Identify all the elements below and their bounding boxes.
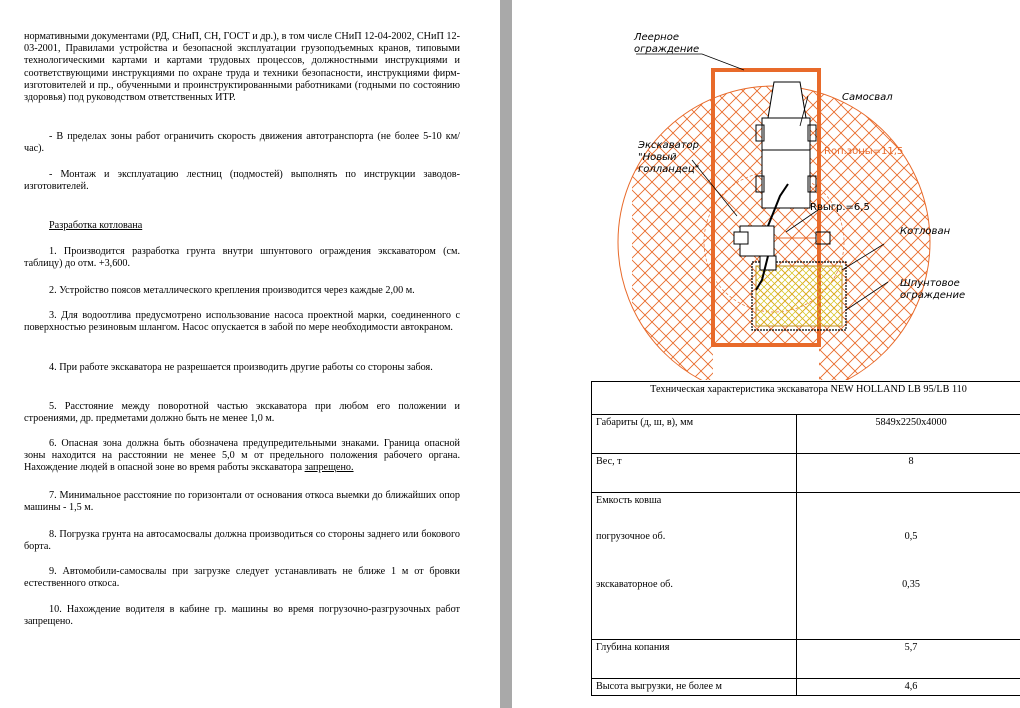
list-item-text: 5. Расстояние между поворотной частью экскаватора при любом его положении и строениями, др. предметами должно быть не менее 1,0 м. bbox=[24, 401, 460, 425]
section-heading-text: Разработка котлована bbox=[49, 220, 143, 231]
table-cell-sub: погрузочное об. bbox=[596, 531, 666, 542]
table-cell: 8 bbox=[797, 454, 1020, 493]
table-cell: Глубина копания bbox=[592, 640, 797, 679]
list-item bbox=[24, 285, 460, 297]
document-page-right bbox=[512, 0, 1020, 708]
list-item-text: 7. Минимальное расстояние по горизонтали от основания откоса выемки до ближайших опор машины - 1,5 м. bbox=[24, 490, 460, 514]
list-item bbox=[24, 529, 460, 553]
table-cell: 5,7 bbox=[797, 640, 1020, 679]
list-item bbox=[24, 566, 460, 590]
table-cell-value: 0,35 bbox=[902, 579, 920, 590]
table-row bbox=[592, 640, 1020, 679]
table-row bbox=[592, 493, 1020, 640]
list-item-text: 4. При работе экскаватора не разрешается производить другие работы со стороны забоя. bbox=[49, 362, 433, 373]
label-excavator-3: голландец" bbox=[638, 164, 700, 175]
speed-limit-text: - В пределах зоны работ ограничить скорость движения автотранспорта (не более 5-10 км/час). bbox=[24, 131, 460, 155]
table-title: Техническая характеристика экскаватора NEW HOLLAND LB 95/LB 110 bbox=[592, 382, 1020, 415]
table-row bbox=[592, 679, 1020, 696]
list-item-text: 1. Производится разработка грунта внутри шпунтового ограждения экскаватором (см. таблицу) до отм. +3,600. bbox=[24, 246, 460, 270]
speed-limit-paragraph bbox=[24, 131, 460, 155]
table-cell-value: 0,5 bbox=[904, 531, 918, 542]
pit bbox=[752, 262, 846, 330]
list-item bbox=[24, 246, 460, 270]
list-item bbox=[24, 438, 460, 475]
table-cell-sub: экскаваторное об. bbox=[596, 579, 673, 590]
site-plan-diagram bbox=[512, 0, 1020, 380]
table-cell bbox=[592, 493, 797, 640]
intro-paragraph bbox=[24, 31, 460, 104]
list-item bbox=[24, 362, 460, 374]
label-railing-fence-2: ограждение bbox=[634, 44, 700, 55]
label-sheet-pile-1: Шпунтовое bbox=[900, 278, 960, 289]
ladders-paragraph bbox=[24, 169, 460, 193]
ladders-text: - Монтаж и эксплуатацию лестниц (подмостей) выполнять по инструкции заводов-изготовителей. bbox=[24, 169, 460, 193]
table-cell bbox=[797, 493, 1020, 640]
document-page-left bbox=[0, 0, 500, 708]
label-excavator-2: "Новый bbox=[638, 152, 677, 163]
list-item bbox=[24, 604, 460, 628]
label-dump-truck: Самосвал bbox=[842, 92, 893, 103]
list-item bbox=[24, 310, 460, 334]
list-item-text: 8. Погрузка грунта на автосамосвалы должна производиться со стороны заднего или бокового борта. bbox=[24, 529, 460, 553]
label-hazard-radius: Rоп.зоны=11,5 bbox=[824, 146, 904, 157]
table-cell: 5849х2250х4000 bbox=[797, 415, 1020, 454]
label-unload-radius: Rвыгр.=6,5 bbox=[810, 202, 870, 213]
label-sheet-pile-2: ограждение bbox=[900, 290, 966, 301]
table-row bbox=[592, 382, 1020, 415]
table-cell: Вес, т bbox=[592, 454, 797, 493]
list-item bbox=[24, 401, 460, 425]
list-item-text: 3. Для водоотлива предусмотрено использование насоса проектной марки, соединенного с поверхностью резиновым шлангом. Насос опускается в забой по мере необходимости автокраном. bbox=[24, 310, 460, 334]
list-item-text: 2. Устройство поясов металлического крепления производится через каждые 2,00 м. bbox=[49, 285, 415, 296]
label-pit: Котлован bbox=[900, 226, 951, 237]
intro-text: нормативными документами (РД, СНиП, СН, ГОСТ и др.), в том числе СНиП 12-04-2002, СНиП 12-03-2001, Правилами устройства и безопасной эксплуатации грузоподъемных кранов, типовыми технологическими картами и картами трудовых процессов, должностными инструкциями и соответствующими инструкциями по охране труда и техники безопасности, инструкциями фирм-изготовителей и пр., обученными и проинструктированными работниками (годными по состоянию здоровья) под руководством ответственных ИТР. bbox=[24, 31, 460, 104]
spec-table bbox=[591, 381, 1020, 696]
item6-text: 6. Опасная зона должна быть обозначена предупредительными знаками. Граница опасной зоны находится на расстоянии не менее 5,0 м от предельного положения рабочего органа. Нахождение людей в опасной зоне во время работы экскаватора bbox=[24, 438, 460, 474]
list-item-text: 10. Нахождение водителя в кабине гр. машины во время погрузочно-разгрузочных работ запрещено. bbox=[24, 604, 460, 628]
list-item bbox=[24, 490, 460, 514]
list-item-text bbox=[24, 438, 460, 475]
table-cell: 4,6 bbox=[797, 679, 1020, 696]
table-cell: Высота выгрузки, не более м bbox=[592, 679, 797, 696]
table-cell-heading: Емкость ковша bbox=[596, 495, 662, 506]
table-row bbox=[592, 415, 1020, 454]
table-cell: Габариты (д, ш, в), мм bbox=[592, 415, 797, 454]
section-heading bbox=[24, 220, 460, 232]
label-excavator-1: Экскаватор bbox=[638, 140, 700, 151]
list-item-text: 9. Автомобили-самосвалы при загрузке следует устанавливать не ближе 1 м от бровки естественного откоса. bbox=[24, 566, 460, 590]
item6-emphasis: запрещено. bbox=[304, 462, 354, 474]
table-row bbox=[592, 454, 1020, 493]
label-railing-fence-1: Леерное bbox=[634, 32, 679, 43]
